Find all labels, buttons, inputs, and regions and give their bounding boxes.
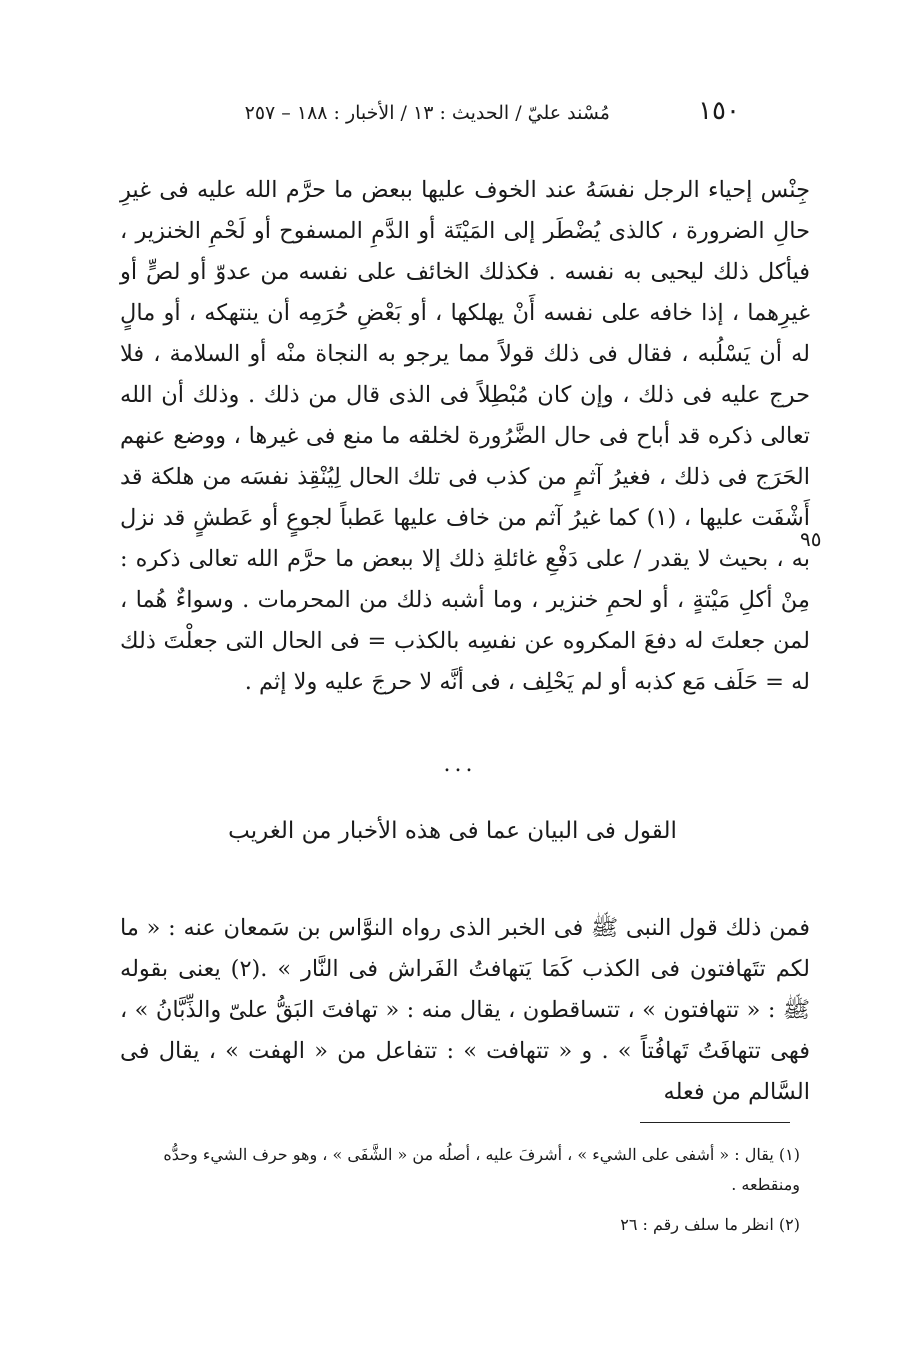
footnote-1: (١) يقال : « أشفى على الشيء » ، أشرفَ عليه ، أصلُه من « الشَّفَى » ، وهو حرف الشيء وحدُّه ومنقطعه . bbox=[163, 1145, 800, 1194]
page-number: ١٥٠ bbox=[698, 96, 740, 126]
footnote-2: (٢) انظر ما سلف رقم : ٢٦ bbox=[620, 1215, 800, 1234]
running-head: مُسْند عليّ / الحديث : ١٣ / الأخبار : ١٨٨ – ٢٥٧ bbox=[244, 102, 610, 124]
paragraph-2: فمن ذلك قول النبى ﷺ فى الخبر الذى رواه النوَّاس بن سَمعان عنه : « ما لكم تتَهافتون فى الكذب كَمَا يَتهافتُ الفَراش فى النَّار » .(٢) يعنى بقوله ﷺ : « تتهافتون » ، تتساقطون ، يقال منه : « تهافتَ البَقُّ علىّ والذِّبَّانُ » ، فهى تتهافَتُ تَهافُتاً » . و « تتهافت » : تتفاعل من « الهفت » ، يقال فى السَّالم من فعله bbox=[120, 915, 810, 1105]
section-separator: ... bbox=[443, 752, 477, 777]
main-text-block bbox=[120, 170, 810, 703]
footnotes bbox=[110, 1140, 800, 1250]
section-title: القول فى البيان عما فى هذه الأخبار من الغريب bbox=[228, 818, 677, 844]
second-text-block bbox=[120, 908, 810, 1113]
page-header bbox=[240, 96, 740, 136]
margin-line-number: ٩٥ bbox=[800, 527, 822, 551]
footnote-divider bbox=[640, 1122, 790, 1123]
paragraph-1: جِنْس إحياء الرجل نفسَهُ عند الخوف عليها ببعض ما حرَّم الله عليه فى غيرِ حالِ الضرورة ، كالذى يُضْطَر إلى المَيْتَة أو الدَّمِ المسفوح أو لَحْمِ الخنزير ، فيأكل ذلك ليحيى به نفسه . فكذلك الخائف على نفسه من عدوّ أو لصٍّ أو غيرِهما ، إذا خافه على نفسه أَنْ يهلكها ، أو بَعْضِ حُرَمِه أن ينتهكه ، أو مالٍ له أن يَسْلُبه ، فقال فى ذلك قولاً مما يرجو به النجاة منْه أو السلامة ، فلا حرج عليه فى ذلك ، وإن كان مُبْطِلاً فى الذى قال من ذلك . وذلك أن الله تعالى ذكره قد أباح فى حال الضَّرُورة لخلقه ما منع فى غيرها ، ووضع عنهم الحَرَج فى ذلك ، فغيرُ آثمٍ من كذب فى تلك الحال لِيُنْقِذ نفسَه من هلكة قد أَشْفَت عليها ، (١) كما غيرُ آثم من خاف عليها عَطباً لجوعٍ أو عَطشٍ قد نزل به ، بحيث لا يقدر / على دَفْعِ غائلةِ ذلك إلا ببعض ما حرَّم الله تعالى ذكره : مِنْ أكلِ مَيْتةٍ ، أو لحمِ خنزير ، وما أشبه ذلك من المحرمات . وسواءٌ هُما ، لمن جعلتَ له دفعَ المكروه عن نفسِه بالكذب = فى الحال التى جعلْتَ ذلك له = حَلَف مَع كذبه أو لم يَحْلِف ، فى أنَّه لا حرجَ عليه ولا إثم . bbox=[120, 177, 810, 695]
